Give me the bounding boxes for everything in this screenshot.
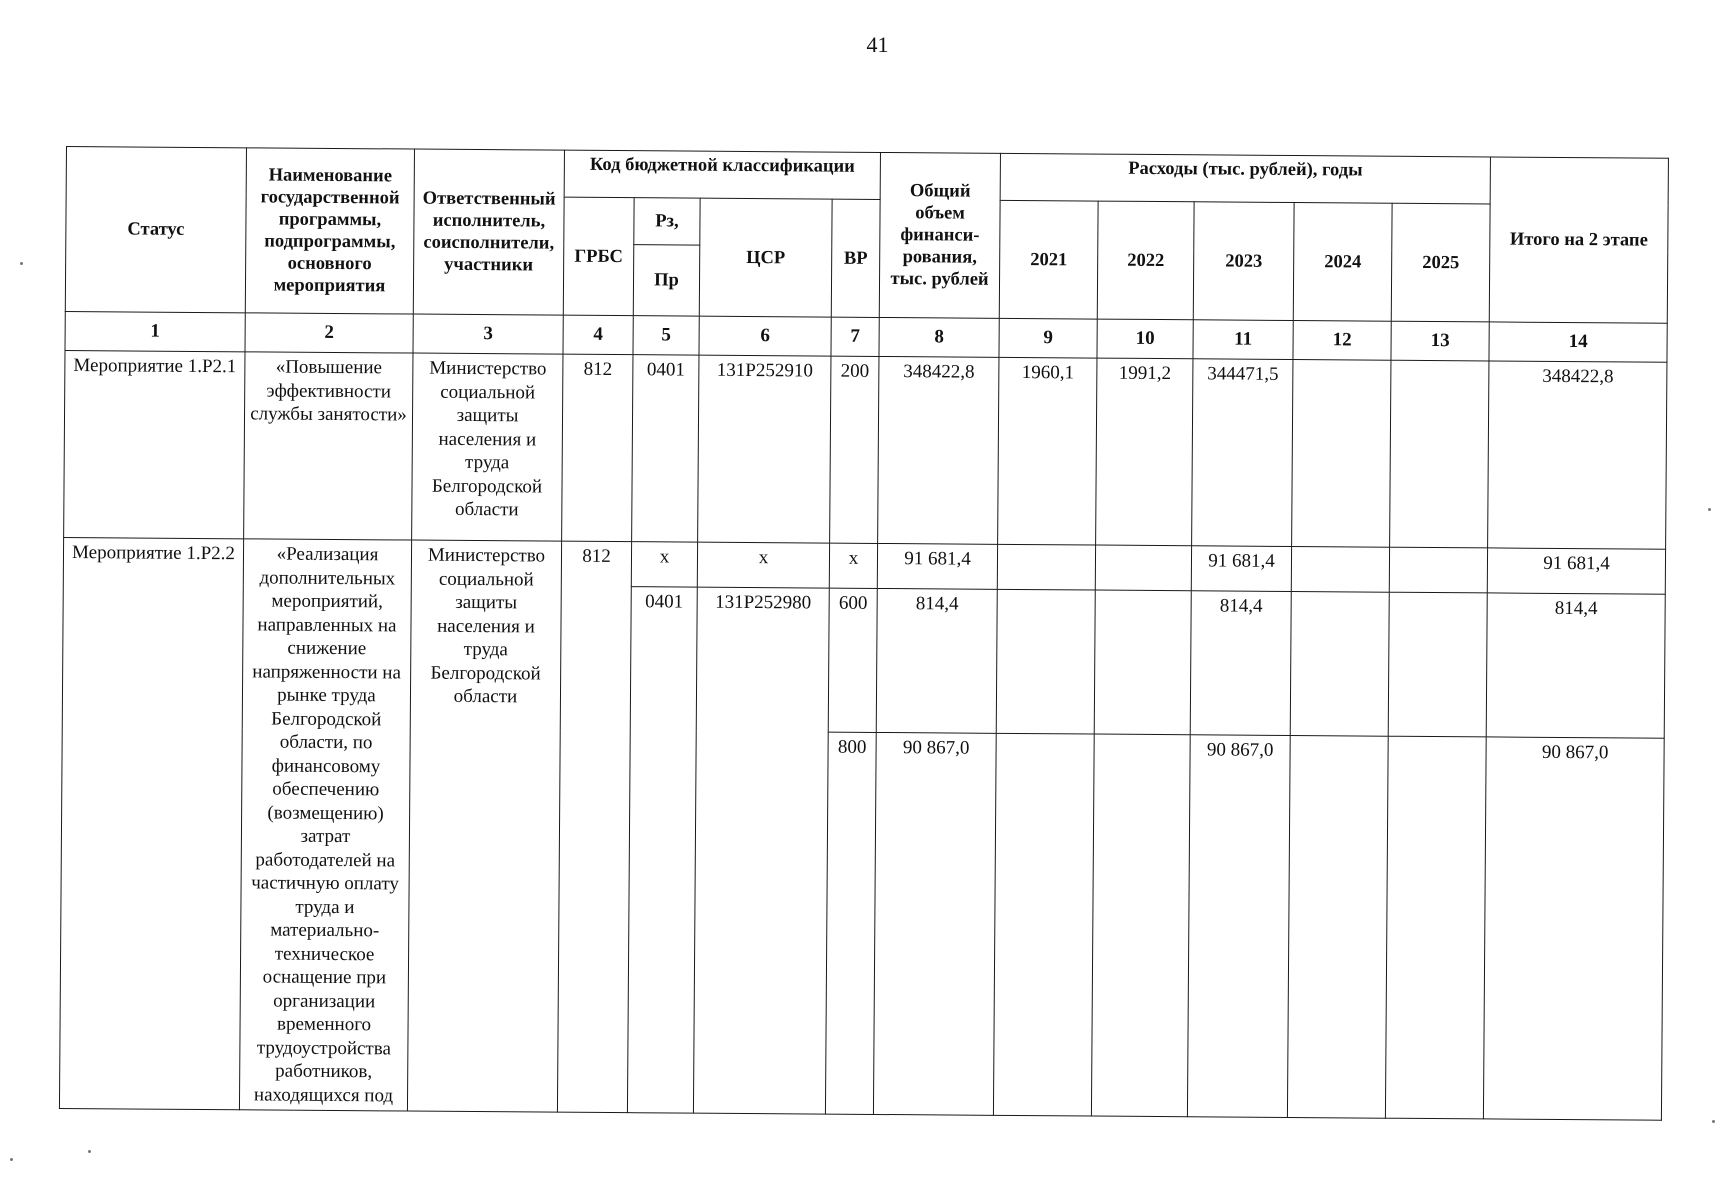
- row-status: Мероприятие 1.Р2.1: [64, 350, 245, 538]
- scan-speck: [10, 1158, 13, 1161]
- header-year-2023: 2023: [1193, 202, 1294, 321]
- scan-speck: [20, 262, 23, 265]
- budget-sheet: [59, 146, 1668, 1121]
- scan-speck: [1708, 508, 1711, 511]
- header-status: Статус: [65, 147, 246, 313]
- header-year-2021: 2021: [999, 200, 1098, 319]
- column-number: 10: [1097, 319, 1193, 359]
- row-vr: 600: [828, 588, 877, 732]
- row-2022: [1091, 734, 1190, 1117]
- row-csr: х: [697, 542, 829, 588]
- column-number: 2: [245, 313, 413, 353]
- column-number: 9: [999, 318, 1097, 358]
- column-number: 12: [1293, 321, 1391, 361]
- row-stage-total: 348422,8: [1488, 361, 1667, 549]
- row-grbs: 812: [557, 541, 631, 1112]
- row-vr: 800: [825, 732, 876, 1114]
- row-csr: 131Р252980: [693, 587, 829, 1114]
- header-stage-total: Итого на 2 этапе: [1489, 157, 1668, 323]
- row-2025: [1388, 592, 1487, 737]
- row-2023: 814,4: [1190, 591, 1291, 736]
- table-row: [64, 350, 1667, 549]
- header-budget-code: Код бюджетной классификации: [564, 150, 880, 199]
- column-number: 6: [699, 316, 831, 356]
- row-2025: [1389, 547, 1487, 593]
- row-stage-total: 90 867,0: [1483, 737, 1664, 1120]
- header-rz: Рз,: [634, 198, 700, 245]
- scan-speck: [1712, 1120, 1715, 1123]
- row-total: 814,4: [876, 588, 997, 733]
- column-number: 3: [413, 314, 563, 354]
- row-2021: [997, 544, 1095, 590]
- column-number: 14: [1489, 322, 1667, 362]
- row-2023: 344471,5: [1192, 359, 1293, 547]
- row-2024: [1290, 591, 1389, 736]
- row-name: «Реализация дополнительных мероприятий, направленных на снижение напряженности на рынке труда Белгородской области, по финансовому обеспечению (возмещению) затрат работодателей на частичную оплату труда и материально-техническое оснащение при организации временного трудоустройства работников, находящихся под: [239, 539, 411, 1111]
- row-2021: 1960,1: [998, 357, 1097, 545]
- row-stage-total: 91 681,4: [1487, 548, 1665, 594]
- row-2023: 90 867,0: [1187, 735, 1290, 1118]
- header-name: Наименование государственной программы, подпрограммы, основного мероприятия: [245, 148, 414, 314]
- header-grbs: ГРБС: [563, 197, 634, 316]
- column-number: 1: [65, 311, 245, 351]
- row-2025: [1390, 360, 1489, 548]
- header-year-2022: 2022: [1097, 201, 1194, 320]
- header-vr: ВР: [831, 199, 880, 317]
- row-grbs: 812: [562, 354, 633, 542]
- scan-speck: [88, 1150, 91, 1153]
- header-row-top: [66, 147, 1668, 206]
- row-stage-total: 814,4: [1486, 593, 1665, 738]
- row-2021: [996, 589, 1095, 734]
- column-number: 5: [633, 316, 699, 355]
- header-total-volume: Общий объем финанси-рования, тыс. рублей: [879, 152, 1000, 318]
- row-rzpr: х: [631, 542, 697, 587]
- budget-table: [59, 146, 1669, 1121]
- header-csr: ЦСР: [699, 198, 832, 317]
- row-vr: 200: [830, 356, 879, 543]
- row-name: «Повышение эффективности службы занятости»: [244, 352, 413, 540]
- row-2023: 91 681,4: [1191, 546, 1291, 592]
- row-2024: [1291, 546, 1389, 592]
- row-total: 348422,8: [878, 356, 999, 544]
- header-executor: Ответственный исполнитель, соисполнители, участники: [413, 149, 564, 315]
- row-csr: 131Р252910: [698, 355, 831, 543]
- row-status: Мероприятие 1.Р2.2: [59, 537, 243, 1109]
- column-number: 13: [1391, 321, 1489, 361]
- page-number: 41: [866, 32, 889, 57]
- row-executor: Министерство социальной защиты населения и труда Белгородской области: [407, 540, 561, 1112]
- row-2022: [1094, 590, 1191, 735]
- row-executor: Министерство социальной защиты населения и труда Белгородской области: [412, 353, 563, 541]
- column-number: 8: [879, 317, 999, 357]
- row-total: 90 867,0: [873, 732, 996, 1115]
- row-2022: [1095, 545, 1191, 591]
- column-number: 11: [1193, 320, 1293, 360]
- header-expenses: Расходы (тыс. рублей), годы: [1000, 153, 1490, 204]
- row-2024: [1287, 735, 1388, 1118]
- column-number: 7: [831, 317, 879, 356]
- row-rzpr: 0401: [632, 355, 699, 542]
- row-2021: [993, 733, 1094, 1116]
- header-year-2025: 2025: [1391, 203, 1490, 322]
- row-total: 91 681,4: [877, 543, 997, 589]
- row-2024: [1292, 360, 1391, 548]
- row-2025: [1385, 736, 1486, 1119]
- row-2022: 1991,2: [1096, 358, 1193, 546]
- column-number: 4: [563, 315, 633, 355]
- row-vr: х: [829, 543, 877, 588]
- row-rzpr: 0401: [627, 587, 697, 1113]
- header-pr: Пр: [633, 245, 700, 316]
- header-year-2024: 2024: [1293, 203, 1392, 322]
